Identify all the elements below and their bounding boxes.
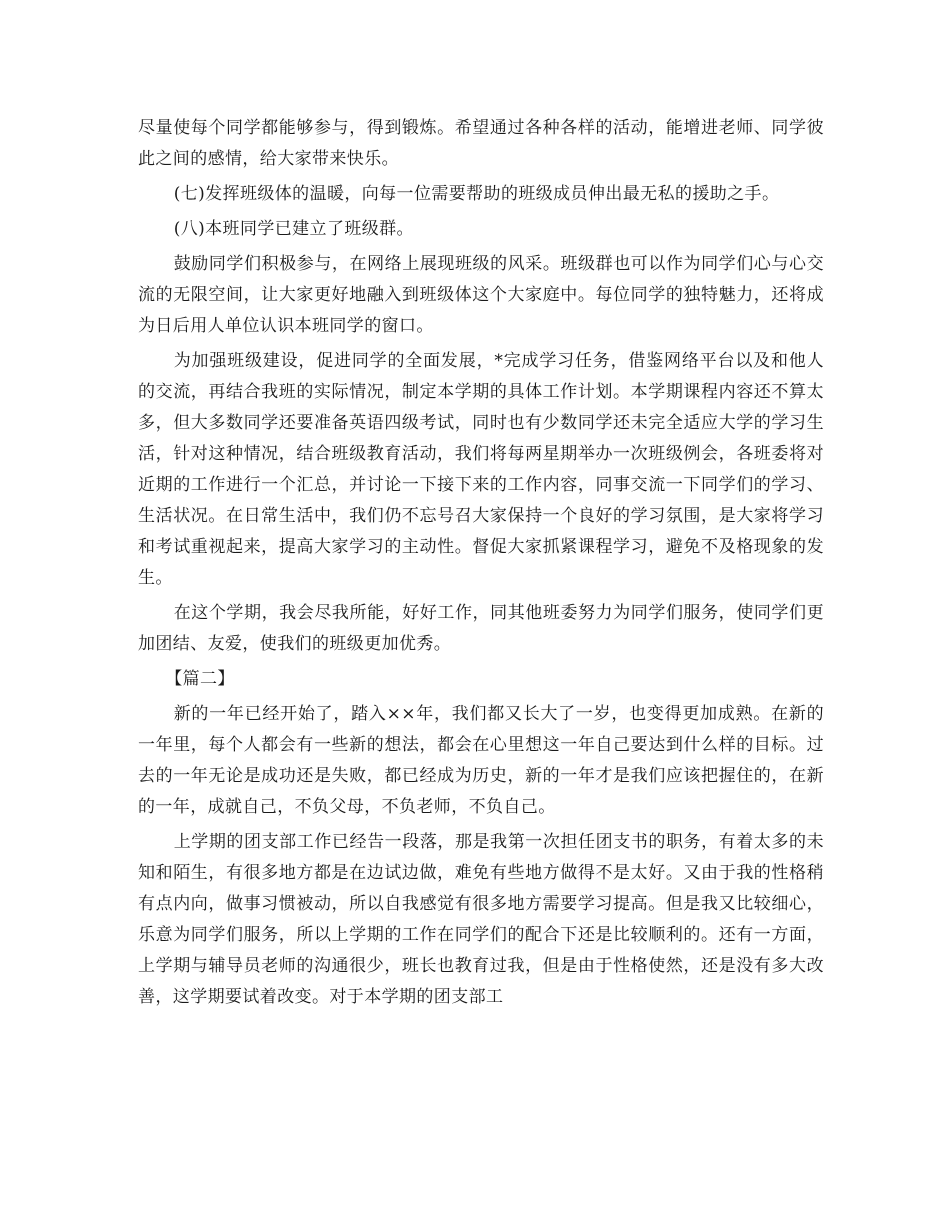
paragraph-league-branch-review: 上学期的团支部工作已经告一段落，那是我第一次担任团支书的职务，有着太多的未知和陌生，有很多地方都是在边试边做，难免有些地方做得不是太好。又由于我的性格稍有点内向，做事习惯被动，所以自我感觉有很多地方需要学习提高。但是我又比较细心，乐意为同学们服务，所以上学期的工作在同学们的配合下还是比较顺利的。还有一方面，上学期与辅导员老师的沟通很少，班长也教育过我，但是由于性格使然，还是没有多大改善，这学期要试着改变。对于本学期的团支部工	[138, 832, 824, 1007]
list-item-seven: (七)发挥班级体的温暖，向每一位需要帮助的班级成员伸出最无私的援助之手。	[173, 184, 780, 204]
paragraph-new-year: 新的一年已经开始了，踏入××年，我们都又长大了一岁，也变得更加成熟。在新的一年里，每个人都会有一些新的想法，都会在心里想这一年自己要达到什么样的目标。过去的一年无论是成功还是失败，都已经成为历史，新的一年才是我们应该把握住的，在新的一年，成就自己，不负父母，不负老师，不负自己。	[138, 704, 824, 817]
paragraph-semester-commitment: 在这个学期，我会尽我所能，好好工作，同其他班委努力为同学们服务，使同学们更加团结、友爱，使我们的班级更加优秀。	[138, 603, 824, 654]
paragraph-class-group: 鼓励同学们积极参与，在网络上展现班级的风采。班级群也可以作为同学们心与心交流的无限空间，让大家更好地融入到班级体这个大家庭中。每位同学的独特魅力，还将成为日后用人单位认识本班同学的窗口。	[138, 254, 824, 336]
paragraph-activities-continued: 尽量使每个同学都能够参与，得到锻炼。希望通过各种各样的活动，能增进老师、同学彼此之间的感情，给大家带来快乐。	[138, 118, 824, 169]
list-item-eight: (八)本班同学已建立了班级群。	[173, 219, 414, 239]
section-heading-part-two: 【篇二】	[165, 669, 235, 689]
paragraph-work-plan: 为加强班级建设，促进同学的全面发展，*完成学习任务，借鉴网络平台以及和他人的交流，再结合我班的实际情况，制定本学期的具体工作计划。本学期课程内容还不算太多，但大多数同学还要准备英语四级考试，同时也有少数同学还未完全适应大学的学习生活，针对这种情况，结合班级教育活动，我们将每两星期举办一次班级例会，各班委将对近期的工作进行一个汇总，并讨论一下接下来的工作内容，同事交流一下同学们的学习、生活状况。在日常生活中，我们仍不忘号召大家保持一个良好的学习氛围，是大家将学习和考试重视起来，提高大家学习的主动性。督促大家抓紧课程学习，避免不及格现象的发生。	[138, 351, 824, 588]
document-body	[138, 113, 824, 1017]
